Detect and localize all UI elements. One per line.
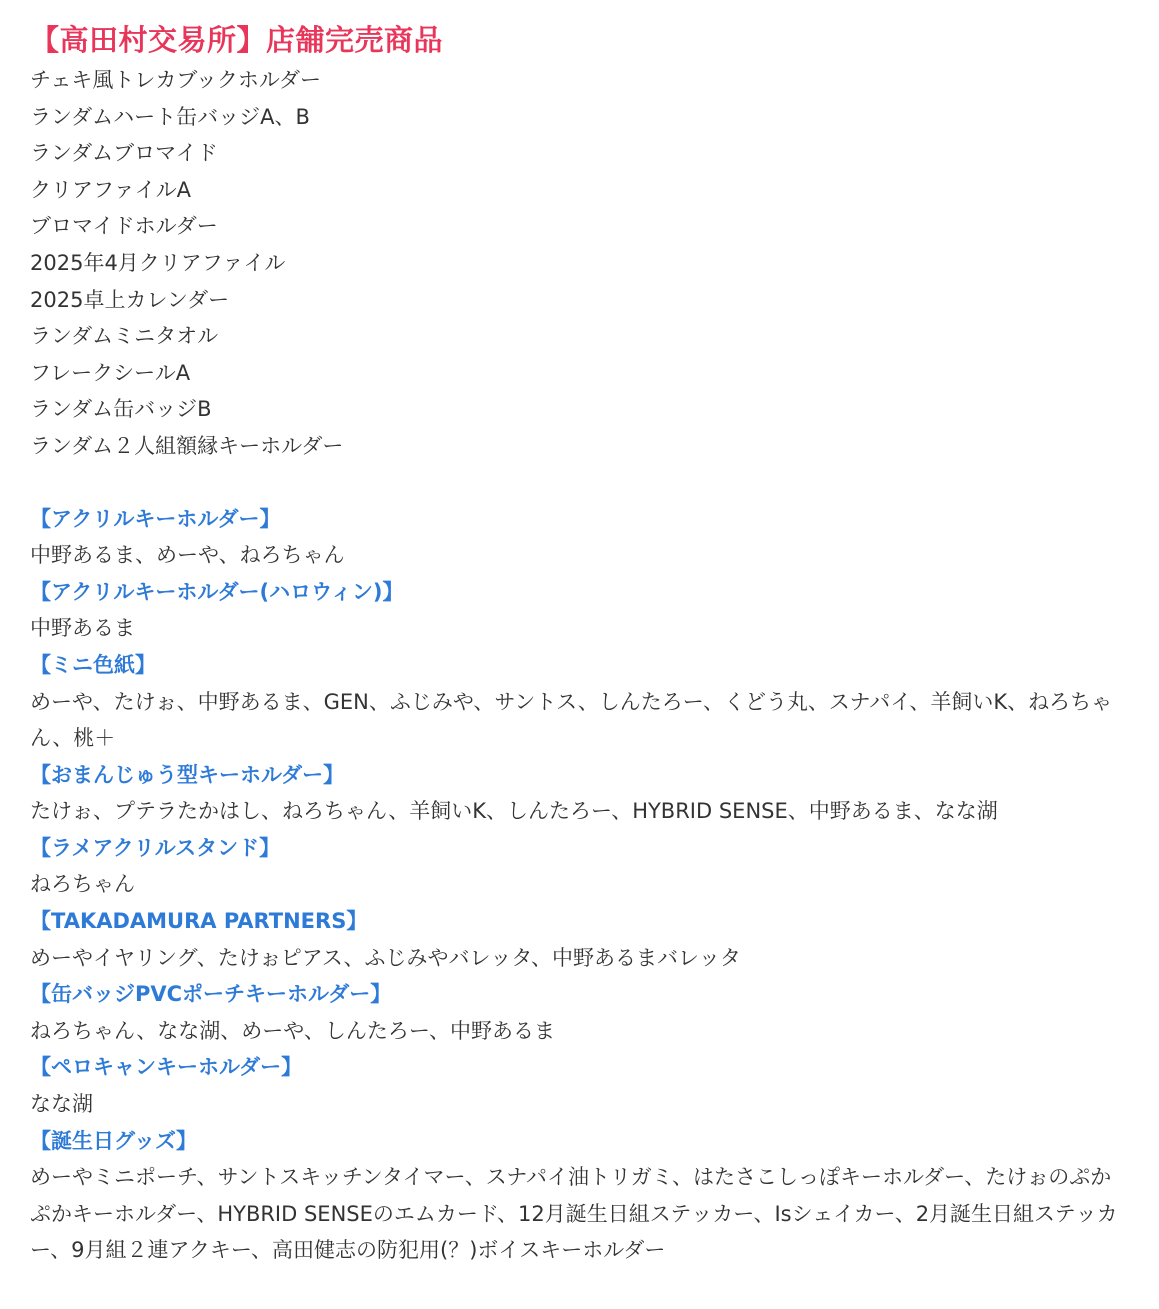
- section-manju-keyholder: [30, 757, 1129, 830]
- section-perokyan-keyholder: [30, 1049, 1129, 1122]
- list-item: 2025卓上カレンダー: [30, 287, 230, 312]
- section-heading: 【ラメアクリルスタンド】: [30, 835, 281, 860]
- section-heading: 【ミニ色紙】: [30, 652, 156, 677]
- list-item: クリアファイルA: [30, 177, 191, 202]
- list-item: 2025年4月クリアファイル: [30, 250, 286, 275]
- section-heading: 【アクリルキーホルダー】: [30, 506, 281, 531]
- section-body: たけぉ、プテラたかはし、ねろちゃん、羊飼いK、しんたろー、HYBRID SENSE、中野あるま、なな湖: [30, 799, 998, 824]
- section-heading: 【誕生日グッズ】: [30, 1128, 197, 1153]
- section-badge-pvc-pouch: [30, 976, 1129, 1049]
- list-item: ランダムハート缶バッジA、B: [30, 104, 310, 129]
- section-birthday-goods: [30, 1123, 1129, 1269]
- section-mini-shikishi: [30, 647, 1129, 757]
- section-heading: 【TAKADAMURA PARTNERS】: [30, 909, 368, 934]
- list-item: ブロマイドホルダー: [30, 214, 218, 239]
- section-heading: 【缶バッジPVCポーチキーホルダー】: [30, 982, 392, 1007]
- section-glitter-acrylic-stand: [30, 830, 1129, 903]
- list-item: フレークシールA: [30, 360, 191, 385]
- list-item: チェキ風トレカブックホルダー: [30, 68, 322, 92]
- section-acrylic-keyholder-halloween: [30, 574, 1129, 647]
- list-item: ランダムミニタオル: [30, 324, 219, 349]
- section-body: なな湖: [30, 1092, 93, 1117]
- section-body: めーやイヤリング、たけぉピアス、ふじみやバレッタ、中野あるまバレッタ: [30, 945, 741, 970]
- section-body: ねろちゃん: [30, 872, 135, 897]
- sold-out-item-list: [30, 62, 1129, 465]
- page-title: 【高田村交易所】店舗完売商品: [30, 23, 444, 57]
- section-heading: 【ペロキャンキーホルダー】: [30, 1055, 303, 1080]
- section-body: 中野あるま: [30, 616, 135, 641]
- section-body: めーやミニポーチ、サントスキッチンタイマー、スナパイ油トリガミ、はたさこしっぽキーホルダー、たけぉのぷかぷかキーホルダー、HYBRID SENSEのエムカード、12月誕生日組ステッカー、Isシェイカー、2月誕生日組ステッカー、9月組２連アクキー、高田健志の防犯用(？)ボイスキーホルダー: [30, 1165, 1118, 1263]
- list-item: ランダムブロマイド: [30, 141, 218, 166]
- section-heading: 【アクリルキーホルダー(ハロウィン)】: [30, 579, 404, 604]
- spacer: [30, 465, 1129, 501]
- section-heading: 【おまんじゅう型キーホルダー】: [30, 762, 345, 787]
- section-acrylic-keyholder: [30, 501, 1129, 574]
- list-item: ランダム缶バッジB: [30, 397, 212, 422]
- section-body: 中野あるま、めーや、ねろちゃん: [30, 543, 345, 568]
- section-takadamura-partners: [30, 903, 1129, 976]
- section-body: ねろちゃん、なな湖、めーや、しんたろー、中野あるま: [30, 1018, 555, 1043]
- section-body: めーや、たけぉ、中野あるま、GEN、ふじみや、サントス、しんたろー、くどう丸、スナパイ、羊飼いK、ねろちゃん、桃＋: [30, 689, 1113, 751]
- list-item: ランダム２人組額縁キーホルダー: [30, 433, 344, 458]
